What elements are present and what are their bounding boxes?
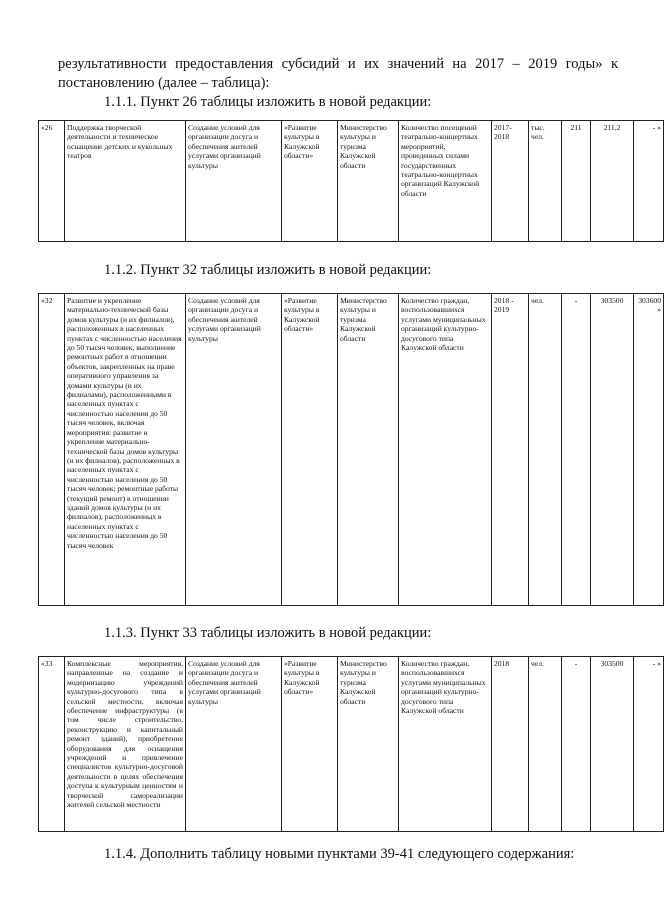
cell-value-2: 303500 bbox=[591, 657, 634, 832]
cell-years: 2018 - 2019 bbox=[492, 294, 529, 606]
cell-number: «33 bbox=[39, 657, 65, 832]
cell-goal: Создание условий для организации досуга и обеспечения жителей услугами организаций культуры bbox=[186, 121, 282, 242]
cell-activity: Поддержка творческой деятельности и техническое оснащение детских и кукольных театров bbox=[65, 121, 186, 242]
cell-program: «Развитие культуры в Калужской области» bbox=[282, 657, 338, 832]
cell-indicator: Количество граждан, воспользовавшихся услугами муниципальных организаций культурно-досугового типа Калужской области bbox=[399, 294, 492, 606]
cell-program: «Развитие культуры в Калужской области» bbox=[282, 294, 338, 606]
cell-goal: Создание условий для организации досуга и обеспечения жителей услугами организаций культуры bbox=[186, 657, 282, 832]
cell-unit: тыс. чел. bbox=[529, 121, 562, 242]
cell-value-3: - » bbox=[634, 657, 664, 832]
section-heading-1: 1.1.1. Пункт 26 таблицы изложить в новой редакции: bbox=[104, 94, 432, 110]
cell-number: «26 bbox=[39, 121, 65, 242]
cell-value-1: 211 bbox=[562, 121, 591, 242]
section-heading-2: 1.1.2. Пункт 32 таблицы изложить в новой редакции: bbox=[104, 262, 432, 278]
cell-ministry: Министерство культуры и туризма Калужской области bbox=[338, 121, 399, 242]
cell-goal: Создание условий для организации досуга и обеспечения жителей услугами организаций культуры bbox=[186, 294, 282, 606]
cell-indicator: Количество посещений театрально-концертных мероприятий, проведенных силами государственных театрально-концертных организаций Калужской области bbox=[399, 121, 492, 242]
cell-value-1: - bbox=[562, 657, 591, 832]
cell-ministry: Министерство культуры и туризма Калужской области bbox=[338, 657, 399, 832]
cell-value-3: 303600» bbox=[634, 294, 664, 606]
cell-activity: Комплексные мероприятия, направленные на создание и модернизацию учреждений культурно-досугового типа в сельской местности, включая обеспечение инфраструктуры (в том числе строительство, реконструкцию и капитальный ремонт зданий), приобретение оборудования для оснащения учреждений и привлечение специалистов культурно-досуговой деятельности в целях обеспечения доступа к культурным ценностям и творческой самореализации жителей сельской местности bbox=[65, 657, 186, 832]
section-heading-3: 1.1.3. Пункт 33 таблицы изложить в новой редакции: bbox=[104, 625, 432, 641]
cell-value-3: - » bbox=[634, 121, 664, 242]
cell-value-2: 211,2 bbox=[591, 121, 634, 242]
section-heading-4: 1.1.4. Дополнить таблицу новыми пунктами 39-41 следующего содержания: bbox=[104, 846, 575, 862]
cell-number: «32 bbox=[39, 294, 65, 606]
intro-paragraph bbox=[58, 55, 618, 93]
table-row-26 bbox=[38, 120, 664, 242]
cell-years: 2018 bbox=[492, 657, 529, 832]
cell-years: 2017-2018 bbox=[492, 121, 529, 242]
cell-unit: чел. bbox=[529, 657, 562, 832]
table-row-32 bbox=[38, 293, 664, 606]
cell-indicator: Количество граждан, воспользовавшихся услугами муниципальных организаций культурно-досугового типа Калужской области bbox=[399, 657, 492, 832]
cell-program: «Развитие культуры в Калужской области» bbox=[282, 121, 338, 242]
intro-text: результативности предоставления субсидий и их значений на 2017 – 2019 годы» к постановлению (далее – таблица): bbox=[58, 56, 618, 91]
cell-activity: Развитие и укрепление материально-технической базы домов культуры (и их филиалов), расположенных в населенных пунктах с численностью населения до 50 тысяч человек, выполнение ремонтных работ в отношении объектов, закрепленных на праве оперативного управления за домами культуры (и их филиалами), расположенными в населенных пунктах с численностью населения до 50 тысяч человек, включая мероприятия: развитие и укрепление материально-технической базы домов культуры (и их филиалов), расположенных в населенных пунктах с численностью населения до 50 тысяч человек; ремонтные работы (текущий ремонт) в отношении зданий домов культуры (и их филиалов), расположенных в населенных пунктах с численностью населения до 50 тысяч человек bbox=[65, 294, 186, 606]
cell-unit: чел. bbox=[529, 294, 562, 606]
cell-ministry: Министерство культуры и туризма Калужской области bbox=[338, 294, 399, 606]
table-row-33 bbox=[38, 656, 664, 832]
cell-value-2: 303500 bbox=[591, 294, 634, 606]
cell-value-1: - bbox=[562, 294, 591, 606]
